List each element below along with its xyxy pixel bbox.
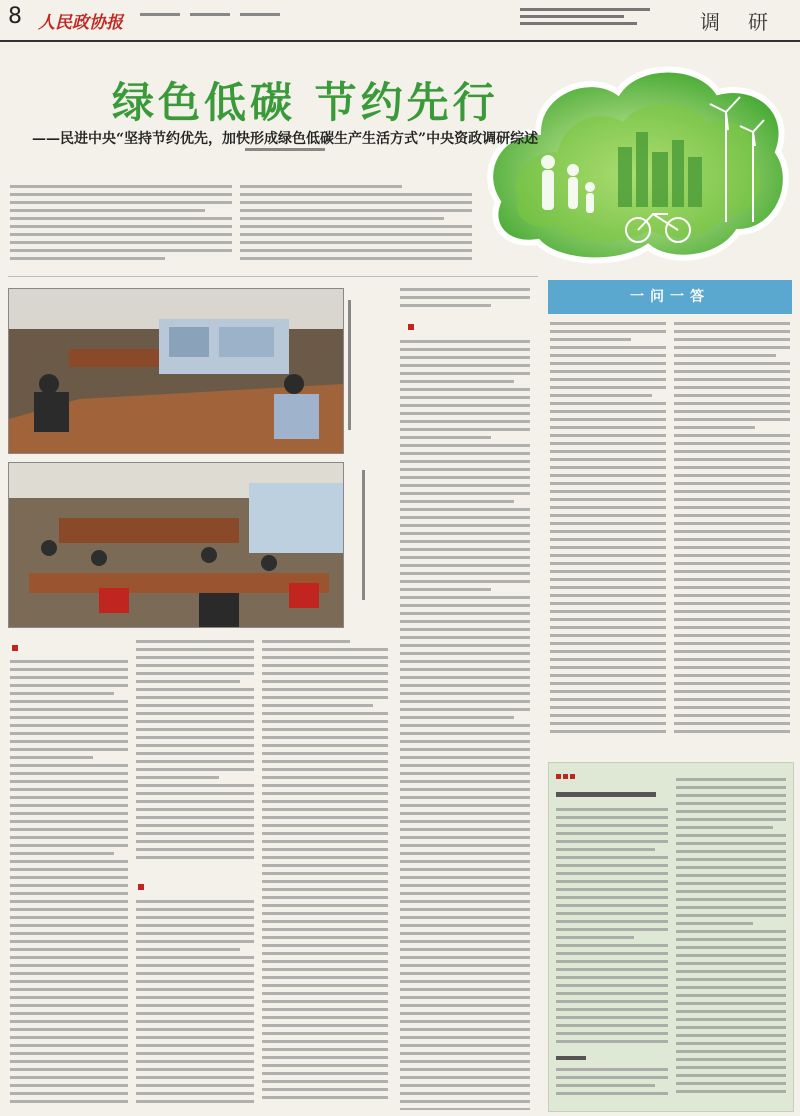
header-meta-1: [140, 13, 180, 16]
meeting-photo-bottom: [8, 462, 344, 628]
header-meta-2: [190, 13, 230, 16]
masthead-logo: 人民政协报: [38, 13, 123, 33]
sidebox-col-2: [676, 778, 786, 1104]
sidebox-subheading: [556, 1056, 586, 1060]
byline: [245, 148, 325, 151]
col-left-1: [10, 660, 128, 1110]
page-number: 8: [8, 4, 22, 29]
intro-text-1: [10, 185, 232, 270]
sidebox-col-1b: [556, 1068, 668, 1104]
sidebox-heading: [556, 792, 656, 797]
green-city-illustration: [478, 52, 796, 268]
col-mid: [400, 340, 530, 1110]
col-left-3: [262, 640, 388, 1110]
intro-text-2: [240, 185, 472, 270]
subhead-3: [138, 882, 148, 892]
qa-col-1: [550, 322, 666, 742]
sidebox-tag: [556, 772, 577, 781]
photo-caption-2: [362, 470, 365, 620]
sidebox-col-1: [556, 808, 668, 1048]
qa-header: 一问一答: [548, 280, 792, 314]
section-label: 调研: [700, 10, 796, 34]
header-meta-3: [240, 13, 280, 16]
photo-caption: [348, 300, 351, 450]
col-left-2b: [136, 900, 254, 1110]
col-left-2: [136, 640, 254, 870]
divider: [8, 276, 538, 277]
qa-col-2: [674, 322, 790, 742]
subhead-2: [408, 322, 418, 332]
col-mid-top: [400, 288, 530, 312]
article-title: 绿色低碳 节约先行: [112, 78, 499, 127]
subhead-1: [12, 643, 22, 653]
header-info: [520, 8, 650, 29]
meeting-photo-top: [8, 288, 344, 454]
article-subtitle: ——民进中央“坚持节约优先，加快形成绿色低碳生产生活方式”中央资政调研综述: [32, 131, 539, 147]
